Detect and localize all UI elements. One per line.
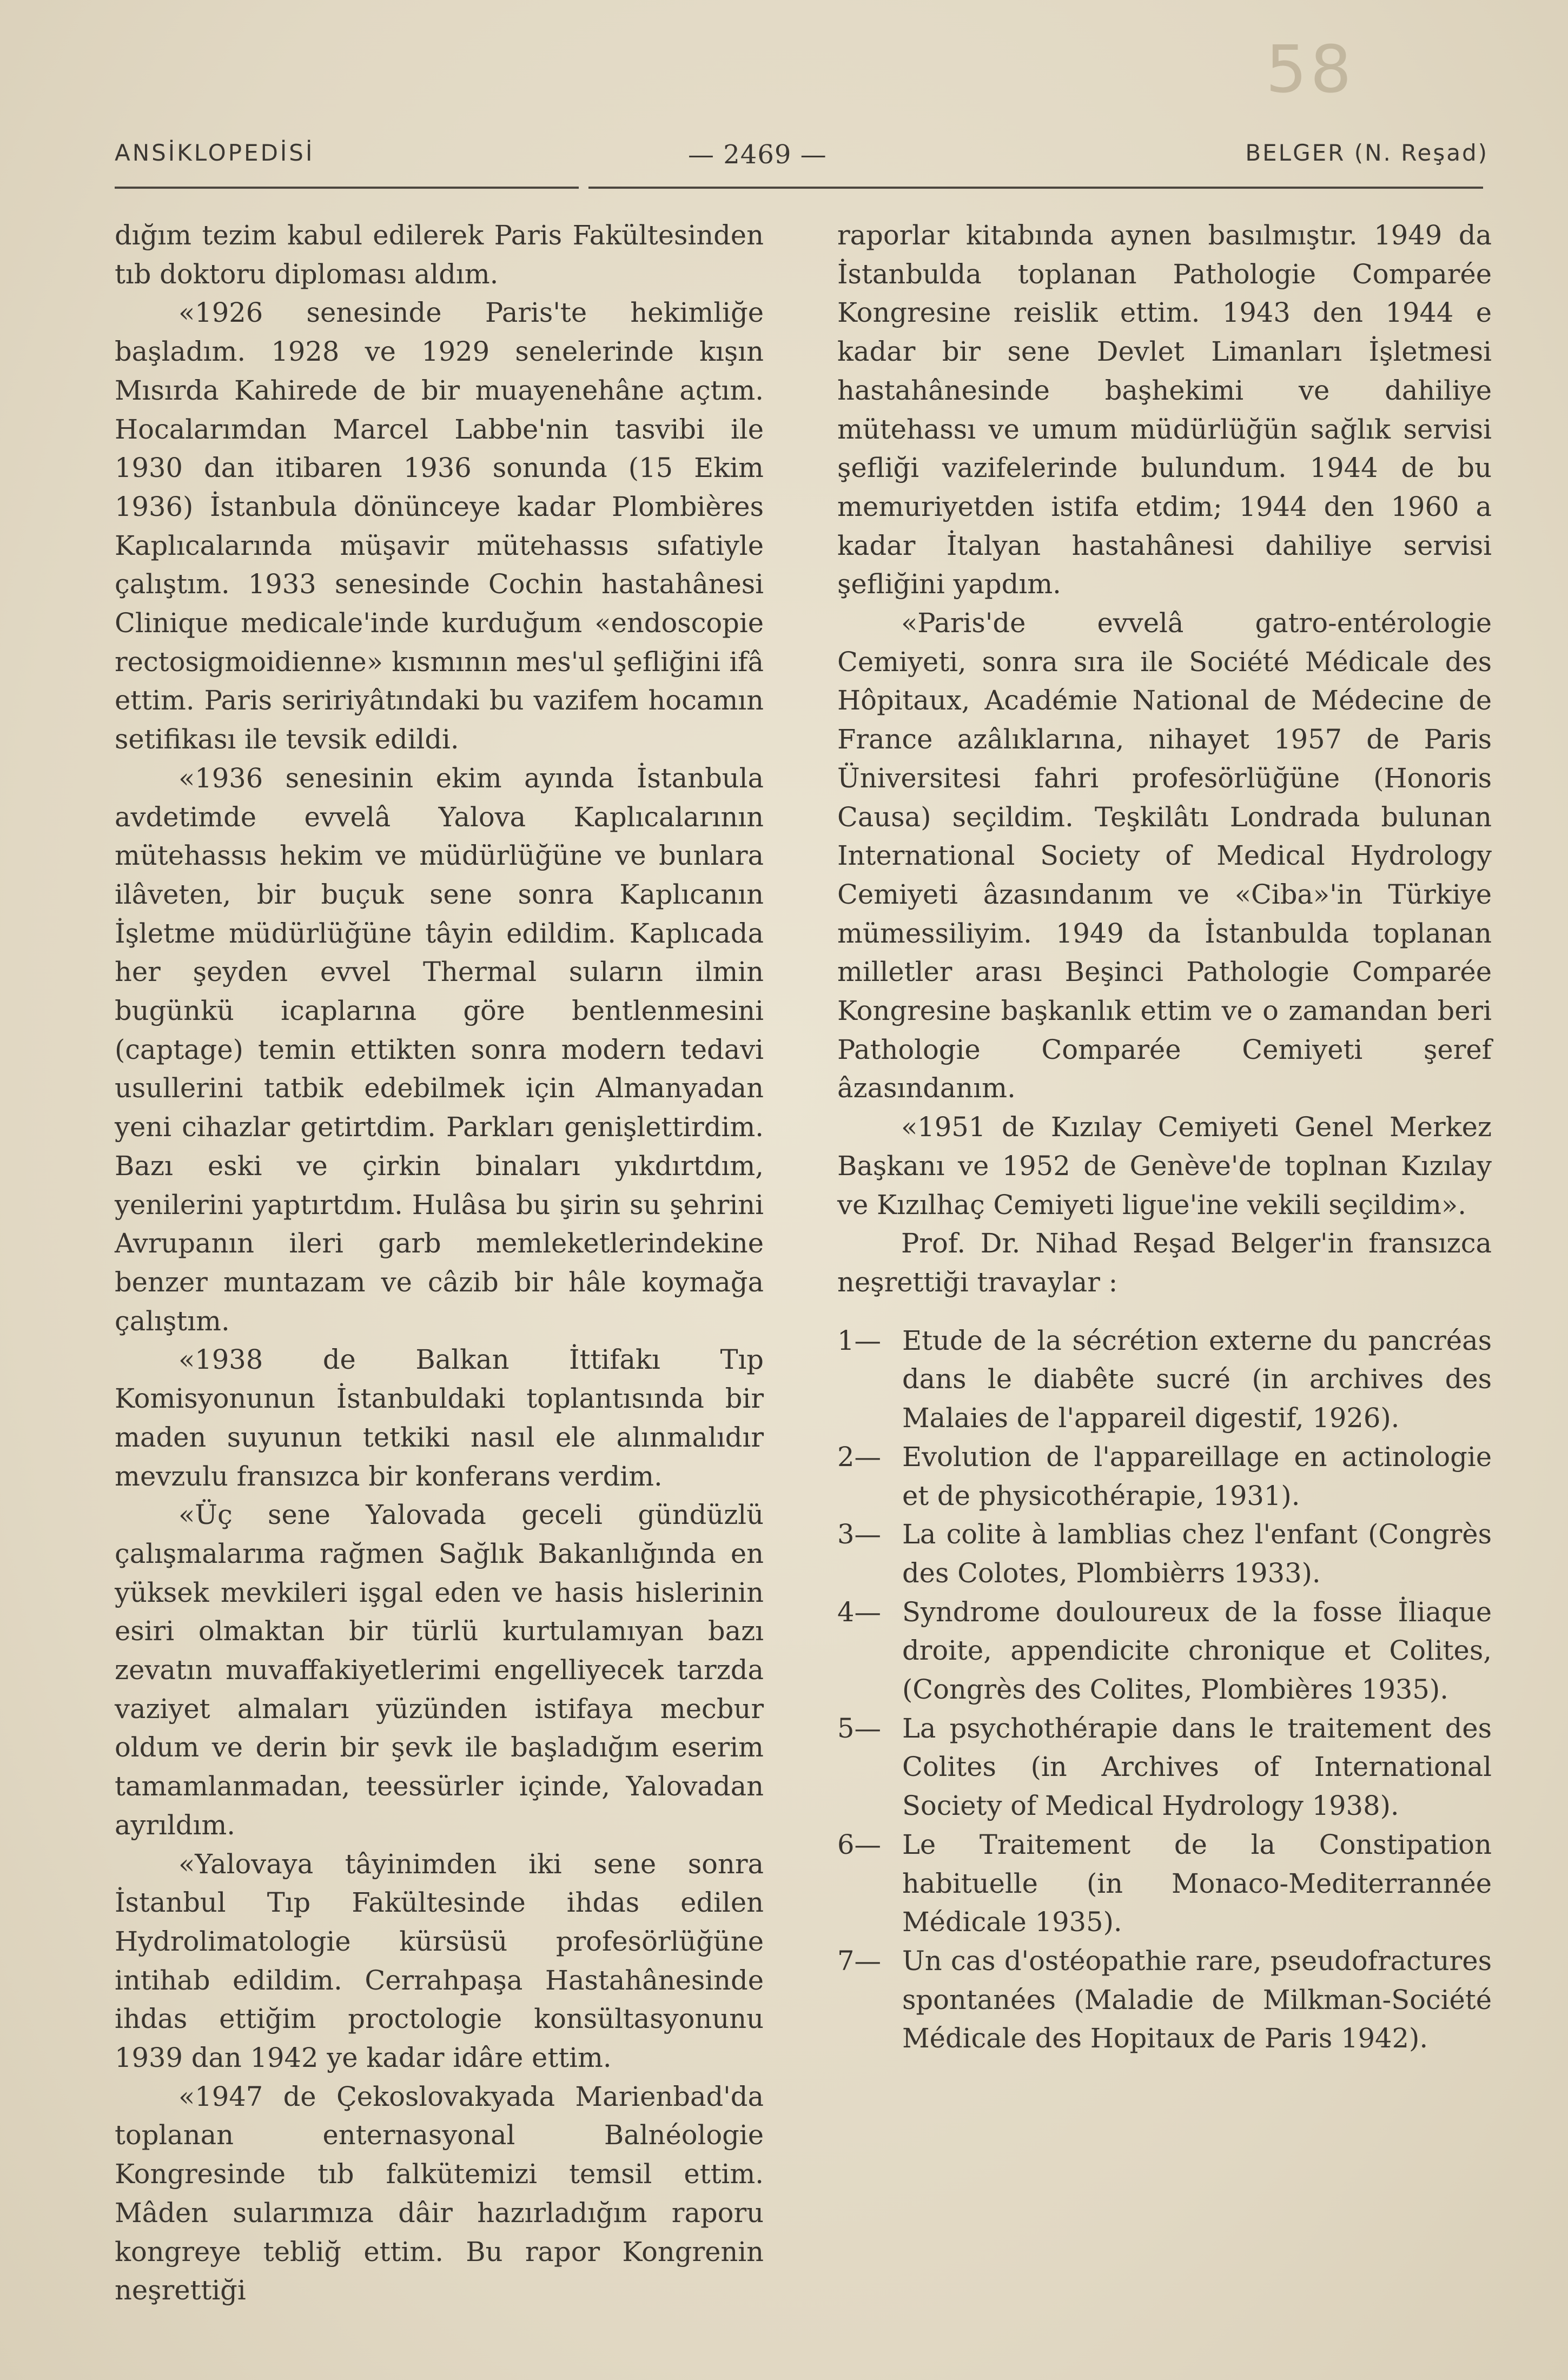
- header-entry-name: BELGER (N. Reşad): [1245, 140, 1488, 166]
- header-encyclopedia-title: ANSİKLOPEDİSİ: [115, 140, 315, 166]
- publication-item: [837, 1709, 1492, 1826]
- publication-text: Evolution de l'appareillage en actinologie et de physicothérapie, 1931).: [902, 1441, 1492, 1511]
- publication-text: La psychothérapie dans le traitement des Colites (in Archives of International Society of Medical Hydrology 1938).: [902, 1712, 1492, 1822]
- paragraph: raporlar kitabında aynen basılmıştır. 1949 da İstanbulda toplanan Pathologie Comparée Kongresine reislik ettim. 1943 den 1944 e kadar bir sene Devlet Limanları İşletmesi hastahânesinde başhekimi ve dahiliye mütehassı ve umum müdürlüğün sağlık servisi şefliği vazifelerinde bulundum. 1944 de bu memuriyetden istifa etdim; 1944 den 1960 a kadar İtalyan hastahânesi dahiliye servisi şefliğini yapdım.: [837, 220, 1492, 600]
- publication-number: 1—: [837, 1324, 881, 1356]
- paragraph: «1926 senesinde Paris'te hekimliğe başladım. 1928 ve 1929 senelerinde kışın Mısırda Kahirede de bir muayenehâne açtım. Hocalarımdan Marcel Labbe'nin tasvibi ile 1930 dan itibaren 1936 sonunda (15 Ekim 1936) İstanbula dönünceye kadar Plombières Kaplıcalarında müşavir mütehassıs sıfatiyle çalıştım. 1933 senesinde Cochin hastahânesi Clinique medicale'inde kurduğum «endoscopie rectosigmoidienne» kısmının mes'ul şefliğini ifâ ettim. Paris seririyâtındaki bu vazifem hocamın setifikası ile tevsik edildi.: [115, 297, 764, 755]
- publication-text: Un cas d'ostéopathie rare, pseudofractures spontanées (Maladie de Milkman-Société Médicale des Hopitaux de Paris 1942).: [902, 1945, 1492, 2054]
- publication-item: [837, 1826, 1492, 1942]
- publications-list: [837, 1322, 1492, 2058]
- publication-item: [837, 1515, 1492, 1593]
- paragraph: dığım tezim kabul edilerek Paris Fakültesinden tıb doktoru diploması aldım.: [115, 220, 764, 290]
- paragraph: «Paris'de evvelâ gatro-entérologie Cemiyeti, sonra sıra ile Société Médicale des Hôpitaux, Académie National de Médecine de France azâlıklarına, nihayet 1957 de Paris Üniversitesi fahri profesörlüğüne (Honoris Causa) seçildim. Teşkilâtı Londrada bulunan International Society of Medical Hydrology Cemiyeti âzasındanım ve «Ciba»'in Türkiye mümessiliyim. 1949 da İstanbulda toplanan milletler arası Beşinci Pathologie Comparée Kongresine başkanlık ettim ve o zamandan beri Pathologie Comparée Cemiyeti şeref âzasındanım.: [837, 607, 1492, 1104]
- header-rule-left: [115, 187, 579, 189]
- publication-item: [837, 1438, 1492, 1515]
- publication-text: Syndrome douloureux de la fosse İliaque droite, appendicite chronique et Colites, (Congrès des Colites, Plombières 1935).: [902, 1596, 1492, 1706]
- publication-number: 7—: [837, 1945, 881, 1977]
- publication-number: 5—: [837, 1712, 881, 1744]
- left-column: [115, 216, 764, 2310]
- paragraph: «1938 de Balkan İttifakı Tıp Komisyonunun İstanbuldaki toplantısında bir maden suyunun tetkiki nasıl ele alınmalıdır mevzulu fransızca bir konferans verdim.: [115, 1344, 764, 1492]
- paragraph: «1951 de Kızılay Cemiyeti Genel Merkez Başkanı ve 1952 de Genève'de toplnan Kızılay ve Kızılhaç Cemiyeti ligue'ine vekili seçildim».: [837, 1111, 1492, 1221]
- publication-item: [837, 1593, 1492, 1709]
- works-list-intro: Prof. Dr. Nihad Reşad Belger'in fransızca neşrettiği travaylar :: [837, 1228, 1492, 1298]
- publication-number: 2—: [837, 1441, 881, 1473]
- handwritten-page-mark: 58: [1266, 32, 1355, 108]
- paragraph: «1936 senesinin ekim ayında İstanbula avdetimde evvelâ Yalova Kaplıcalarının mütehassıs hekim ve müdürlüğüne ve bunlara ilâveten, bir buçuk sene sonra Kaplıcanın İşletme müdürlüğüne tâyin edildim. Kaplıcada her şeyden evvel Thermal suların ilmin bugünkü icaplarına göre bentlenmesini (captage) temin ettikten sonra modern tedavi usullerini tatbik edebilmek için Almanyadan yeni cihazlar getirtdim. Parkları genişlettirdim. Bazı eski ve çirkin binaları yıkdırtdım, yenilerini yaptırtdım. Hulâsa bu şirin su şehrini Avrupanın ileri garb memleketlerindekine benzer muntazam ve câzib bir hâle koymağa çalıştım.: [115, 762, 764, 1337]
- publication-number: 6—: [837, 1828, 881, 1860]
- publication-text: La colite à lamblias chez l'enfant (Congrès des Colotes, Plombièrrs 1933).: [902, 1519, 1492, 1589]
- publication-number: 3—: [837, 1519, 881, 1550]
- publication-number: 4—: [837, 1596, 881, 1628]
- publication-text: Le Traitement de la Constipation habituelle (in Monaco-Mediterrannée Médicale 1935).: [902, 1828, 1492, 1938]
- page-number: — 2469 —: [688, 140, 827, 170]
- paragraph: «1947 de Çekoslovakyada Marienbad'da toplanan enternasyonal Balnéologie Kongresinde tıb falkütemizi temsil ettim. Mâden sularımıza dâir hazırladığım raporu kongreye tebliğ ettim. Bu rapor Kongrenin neşrettiği: [115, 2080, 764, 2306]
- publication-item: [837, 1942, 1492, 2058]
- publication-text: Etude de la sécrétion externe du pancréas dans le diabête sucré (in archives des Malaies de l'appareil digestif, 1926).: [902, 1324, 1492, 1434]
- running-header: [115, 140, 1488, 172]
- header-rule-right: [588, 187, 1483, 189]
- paragraph: «Yalovaya tâyinimden iki sene sonra İstanbul Tıp Fakültesinde ihdas edilen Hydrolimatologie kürsüsü profesörlüğüne intihab edildim. Cerrahpaşa Hastahânesinde ihdas ettiğim proctologie konsültasyonunu 1939 dan 1942 ye kadar idâre ettim.: [115, 1848, 764, 2074]
- publication-item: [837, 1322, 1492, 1438]
- right-column: [837, 216, 1492, 2058]
- paragraph: «Üç sene Yalovada geceli gündüzlü çalışmalarıma rağmen Sağlık Bakanlığında en yüksek mevkileri işgal eden ve hasis hislerinin esiri olmaktan bir türlü kurtulamıyan bazı zevatın muvaffakiyetlerimi engelliyecek tarzda vaziyet almaları yüzünden istifaya mecbur oldum ve derin bir şevk ile başladığım eserim tamamlanmadan, teessürler içinde, Yalovadan ayrıldım.: [115, 1499, 764, 1841]
